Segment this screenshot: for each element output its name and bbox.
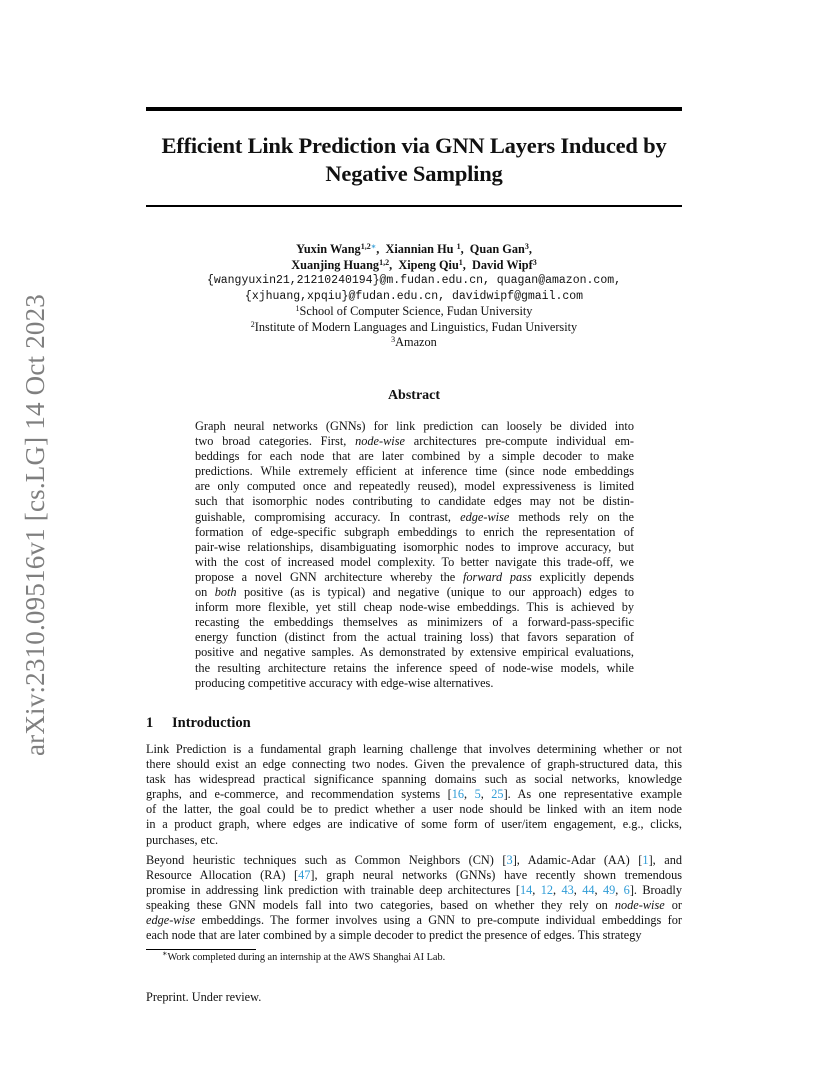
citation-link[interactable]: 6 (623, 883, 630, 898)
affiliation-3 (146, 335, 682, 351)
affiliation-text: School of Computer Science, Fudan University (299, 304, 533, 318)
paragraph-line: in a product graph, where edges are indicative of some form of user/item engagement, e.g., clicks, (146, 817, 682, 832)
title-rule-bottom (146, 205, 682, 207)
paragraph-line: Beyond heuristic techniques such as Common Neighbors (CN) [3], Adamic-Adar (AA) [1], and (146, 853, 683, 867)
author-block (146, 242, 682, 351)
affiliation-text: Amazon (395, 335, 437, 349)
citation-link[interactable]: 14 (520, 883, 533, 898)
title-line-2: Negative Sampling (325, 161, 503, 186)
emphasis-text: edge-wise (146, 913, 196, 928)
section-number: 1 (146, 715, 154, 731)
paragraph-line: purchases, etc. (146, 832, 219, 847)
abstract-line: recasting the embeddings themselves as minimizers of a forward-pass-specific (195, 615, 634, 630)
section-heading (146, 715, 251, 732)
author-line-2: Xuanjing Huang$^{1,2}$, Xipeng Qiu$^1$, David Wipf$^3$ (291, 257, 537, 272)
footnote-text: Work completed during an internship at the AWS Shanghai AI Lab. (167, 952, 446, 963)
email-line-2: {xjhuang,xpqiu}@fudan.edu.cn, davidwipf@gmail.com (244, 289, 584, 303)
paragraph-line: graphs, and e-commerce, and recommendation systems [16, 5, 25]. As one representative example (146, 787, 682, 802)
citation-link[interactable]: 47 (298, 868, 311, 883)
author-name: David Wipf (472, 257, 533, 272)
emphasis-text: node-wise (614, 898, 665, 913)
arxiv-stamp: arXiv:2310.09516v1 [cs.LG] 14 Oct 2023 (20, 293, 50, 757)
author-name: Yuxin Wang (296, 242, 361, 256)
author-affiliation-mark: 1 (458, 257, 463, 267)
author-affiliation-mark: 3 (532, 257, 537, 267)
abstract-line: positive and negative samples. As demonstrated by extensive empirical evaluations, (195, 645, 634, 660)
citation-link[interactable]: 49 (602, 883, 616, 898)
abstract-heading: Abstract (387, 388, 441, 403)
title-rule-top (146, 107, 682, 111)
citation-link[interactable]: 25 (491, 787, 504, 802)
abstract-line: inform more flexible, yet still cheap node-wise embeddings. This is achieved by (195, 600, 634, 615)
intro-paragraph-1 (146, 742, 682, 848)
affiliation-mark: 3 (391, 335, 396, 344)
footnote-link[interactable]: ∗ (370, 242, 377, 251)
author-name: Xiannian Hu (385, 242, 454, 256)
abstract-line: predictions. While extremely efficient at inference time (since node embeddings (195, 464, 634, 479)
paragraph-line: Link Prediction is a fundamental graph learning challenge that involves determining whether or not (146, 742, 682, 756)
intro-paragraph-2 (146, 853, 682, 944)
affiliation-1 (146, 304, 682, 320)
author-affiliation-mark: 1,2 (379, 257, 390, 267)
paragraph-line: promise in addressing link prediction with trainable deep architectures [14, 12, 43, 44, 49, 6]. Broadly (146, 883, 682, 898)
citation-link[interactable]: 5 (474, 787, 481, 802)
abstract-line: are only computed once and repeatedly reused), model expressiveness is limited (195, 479, 634, 494)
author-affiliation-mark: 1,2 (360, 242, 371, 251)
citation-link[interactable]: 3 (506, 853, 513, 867)
abstract-line: pair-wise relationships, disambiguating isomorphic nodes to improve accuracy, but (195, 539, 634, 554)
footnote-mark: ∗ (162, 949, 168, 958)
author-name: Xuanjing Huang (291, 257, 380, 272)
affiliation-mark: 2 (250, 319, 255, 329)
title-line-1: Efficient Link Prediction via GNN Layers Induced by (161, 133, 667, 158)
section-title: Introduction (172, 715, 251, 731)
affiliation-mark: 1 (295, 304, 300, 313)
footnote (162, 949, 446, 963)
citation-link[interactable]: 43 (561, 883, 574, 898)
author-name: Xipeng Qiu (398, 257, 459, 272)
paragraph-line: there should exist an edge connecting two nodes. Given the prevalence of graph-structured data, this (146, 757, 682, 772)
affiliation-2 (146, 320, 682, 336)
abstract-line: beddings for each node that are later combined by a simple decoder to make (195, 449, 634, 464)
abstract-line: on both positive (as is typical) and negative (unique to our approach) edges to (195, 585, 635, 600)
author-affiliation-mark: 3 (524, 242, 529, 251)
abstract-body (195, 419, 634, 691)
email-line-1: {wangyuxin21,21210240194}@m.fudan.edu.cn, quagan@amazon.com, (206, 274, 622, 287)
abstract-line: such that isomorphic nodes contributing to candidate edges may not be distin- (195, 494, 634, 509)
abstract-line: two broad categories. First, node-wise architectures pre-compute individual em- (195, 434, 634, 449)
abstract-line: energy function (distinct from the actual training loss) that favors separation of (195, 630, 634, 645)
abstract-line: producing competitive accuracy with edge-wise alternatives. (195, 675, 494, 690)
abstract-line: the resulting architecture retains the inference speed of node-wise models, while (195, 660, 634, 675)
author-name: Quan Gan (469, 242, 525, 256)
abstract-line: with the cost of increased model complexity. To better navigate this trade-off, we (195, 554, 634, 569)
author-affiliation-mark: 1 (456, 242, 461, 251)
paragraph-line: task has widespread practical significance spanning domains such as social networks, knowledge (146, 772, 682, 787)
paragraph-line: edge-wise embeddings. The former involves using a GNN to pre-compute individual embeddings for (146, 913, 682, 928)
emphasis-text: forward pass (462, 569, 532, 584)
abstract-line: propose a novel GNN architecture whereby the forward pass explicitly depends (195, 569, 634, 584)
emphasis-text: edge-wise (460, 509, 510, 524)
citation-link[interactable]: 16 (451, 787, 465, 802)
abstract-line: formation of edge-specific subgraph embeddings to enrich the representation of (195, 524, 634, 539)
citation-link[interactable]: 1 (642, 853, 649, 867)
emphasis-text: node-wise (355, 434, 405, 449)
author-line-1: Yuxin Wang$^{1,2∗}$, Xiannian Hu $^1$, Quan Gan$^3$, (296, 242, 532, 256)
abstract-line: guishable, compromising accuracy. In contrast, edge-wise methods rely on the (195, 509, 634, 524)
paragraph-line: each node that are later combined by a simple decoder to predict the presence of edges. This strategy (146, 928, 642, 943)
citation-link[interactable]: 44 (582, 883, 595, 898)
paragraph-line: Resource Allocation (RA) [47], graph neural networks (GNNs) have recently shown tremendous (146, 868, 683, 883)
citation-link[interactable]: 12 (540, 883, 554, 898)
emphasis-text: both (214, 585, 237, 600)
paragraph-line: of the latter, the goal could be to predict whether a user node should be linked with an item node (146, 802, 682, 817)
abstract-line: Graph neural networks (GNNs) for link prediction can loosely be divided into (195, 419, 634, 433)
footer-note: Preprint. Under review. (146, 990, 262, 1004)
paragraph-line: speaking these GNN models fall into two categories, based on whether they rely on node-wise or (146, 898, 682, 913)
paper-title (146, 132, 682, 188)
affiliation-text: Institute of Modern Languages and Linguistics, Fudan University (254, 319, 578, 334)
